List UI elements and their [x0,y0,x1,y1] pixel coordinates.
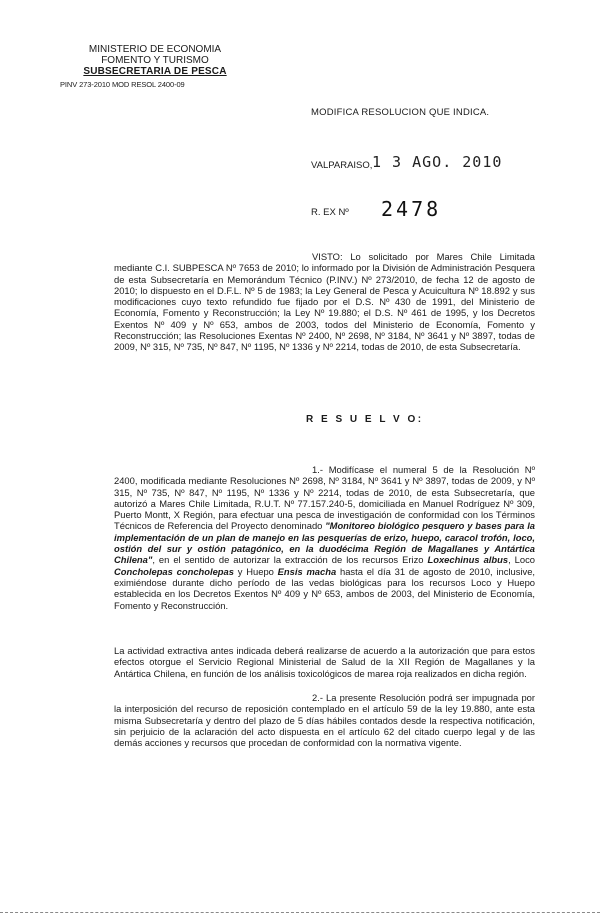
point-1-paragraph [114,464,535,611]
ministry-header [60,44,250,77]
date-stamp: 1 3 AGO. 2010 [372,153,503,171]
subsecretariat-name: SUBSECRETARIA DE PESCA [83,66,227,77]
visto-paragraph [114,251,535,353]
ministry-subname: FOMENTO Y TURISMO [101,55,209,66]
document-reference: PINV 273-2010 MOD RESOL 2400-09 [60,80,185,89]
point-1-text-d: y Huepo [237,565,274,577]
resolution-number-label: R. EX Nº [311,207,349,218]
resolution-title: MODIFICA RESOLUCION QUE INDICA. [311,107,490,118]
extractive-activity-paragraph: La actividad extractiva antes indicada deberá realizarse de acuerdo a la autorización que para estos efectos otorgue el Servicio Regional Ministerial de Salud de la XII Región de Magallanes y la Antártica Chilena, en función de los análisis toxicológicos de marea roja realizados en dicha región. [114,645,535,679]
ministry-name: MINISTERIO DE ECONOMIA [88,44,222,55]
point-1-text-b: , en el sentido de autorizar la extracción de los recursos Erizo [152,554,424,566]
point-2-lead: 2.- La presente Resolución podrá ser [312,692,469,703]
point-2-paragraph [114,692,535,748]
resolution-number: 2478 [381,197,442,221]
place-label: VALPARAISO, [311,160,373,171]
point-1-text-c: , Loco [508,554,535,566]
species-erizo: Loxechinus albus [427,554,509,566]
species-loco: Concholepas concholepas [114,565,234,577]
visto-text: Lo solicitado por Mares Chile Limitada mediante C.I. SUBPESCA Nº 7653 de 2010; lo informado por la División de Administración Pesquera de esta Subsecretaría en Memorándum Técnico (P.INV.) Nº 273/2010, de fecha 12 de agosto de 2010; lo dispuesto en el D.F.L. Nº 5 de 1983; la Ley General de Pesca y Acuicultura Nº 18.892 y sus modificaciones cuyo texto refundido fue fijado por el D.S. Nº 430 de 1991, del Ministerio de Economía, Fomento y Reconstrucción; la Ley Nº 19.880; el D.S. Nº 461 de 1995, y los Decretos Exentos Nº 409 y Nº 653, ambos de 2003, todos del Ministerio de Economía, Fomento y Reconstrucción; las Resoluciones Exentas Nº 2400, Nº 2698, Nº 3184, Nº 3641 y Nº 3897, todas de 2009, Nº 315, Nº 735, Nº 847, Nº 1195, Nº 1336 y Nº 2214, todas de 2010, de esta Subsecretaría. [114,251,536,353]
visto-lead: VISTO: [312,251,343,262]
page-bottom-edge [0,912,600,914]
point-1-text-a: Nº 2400, modificada mediante Resoluciones Nº 2698, Nº 3184, Nº 3641 y Nº 3897, todas de 2009, y Nº 315, Nº 735, Nº 847, Nº 1195, Nº 1336 y Nº 2214, todas de 2010, de esta Subsecretaría, que autorizó a Mares Chile Limitada, R.U.T. Nº 77.157.240-5, domiciliada en Manuel Rodríguez Nº 309, Puerto Montt, X Región, para efectuar una pesca de investigación de conformidad con los Términos Técnicos de Referencia del Proyecto denominado [114,464,535,532]
resuelvo-heading: R E S U E L V O: [306,414,424,425]
species-huepo: Ensis macha [277,565,337,577]
point-1-lead: 1.- Modifícase el numeral 5 de la Resolución [312,464,520,475]
point-1-text-e: hasta el día 31 de agosto de 2010, inclusive, eximiéndose durante dicho período de las vedas biológicas para los recursos Loco y Huepo establecida en los Decretos Exentos Nº 409 y Nº 653, ambos de 2003, del Ministerio de Economía, Fomento y Reconstrucción. [114,565,536,611]
project-name: "Monitoreo biológico pesquero y bases para la implementación de un plan de manejo en las pesquerías de erizo, huepo, caracol trofón, loco, ostión del sur y ostión patagónico, en la duodécima Región de Magallanes y Antártica Chilena" [114,520,536,566]
point-2-text: impugnada por la interposición del recurso de reposición contemplado en el artículo 59 de la ley 19.880, ante esta misma Subsecretaría y dentro del plazo de 5 días hábiles contados desde la respectiva notificación, sin perjuicio de la aclaración del acto dispuesta en el artículo 62 del citado cuerpo legal y de las demás acciones y recursos que procedan de conformidad con la normativa vigente. [114,692,536,749]
